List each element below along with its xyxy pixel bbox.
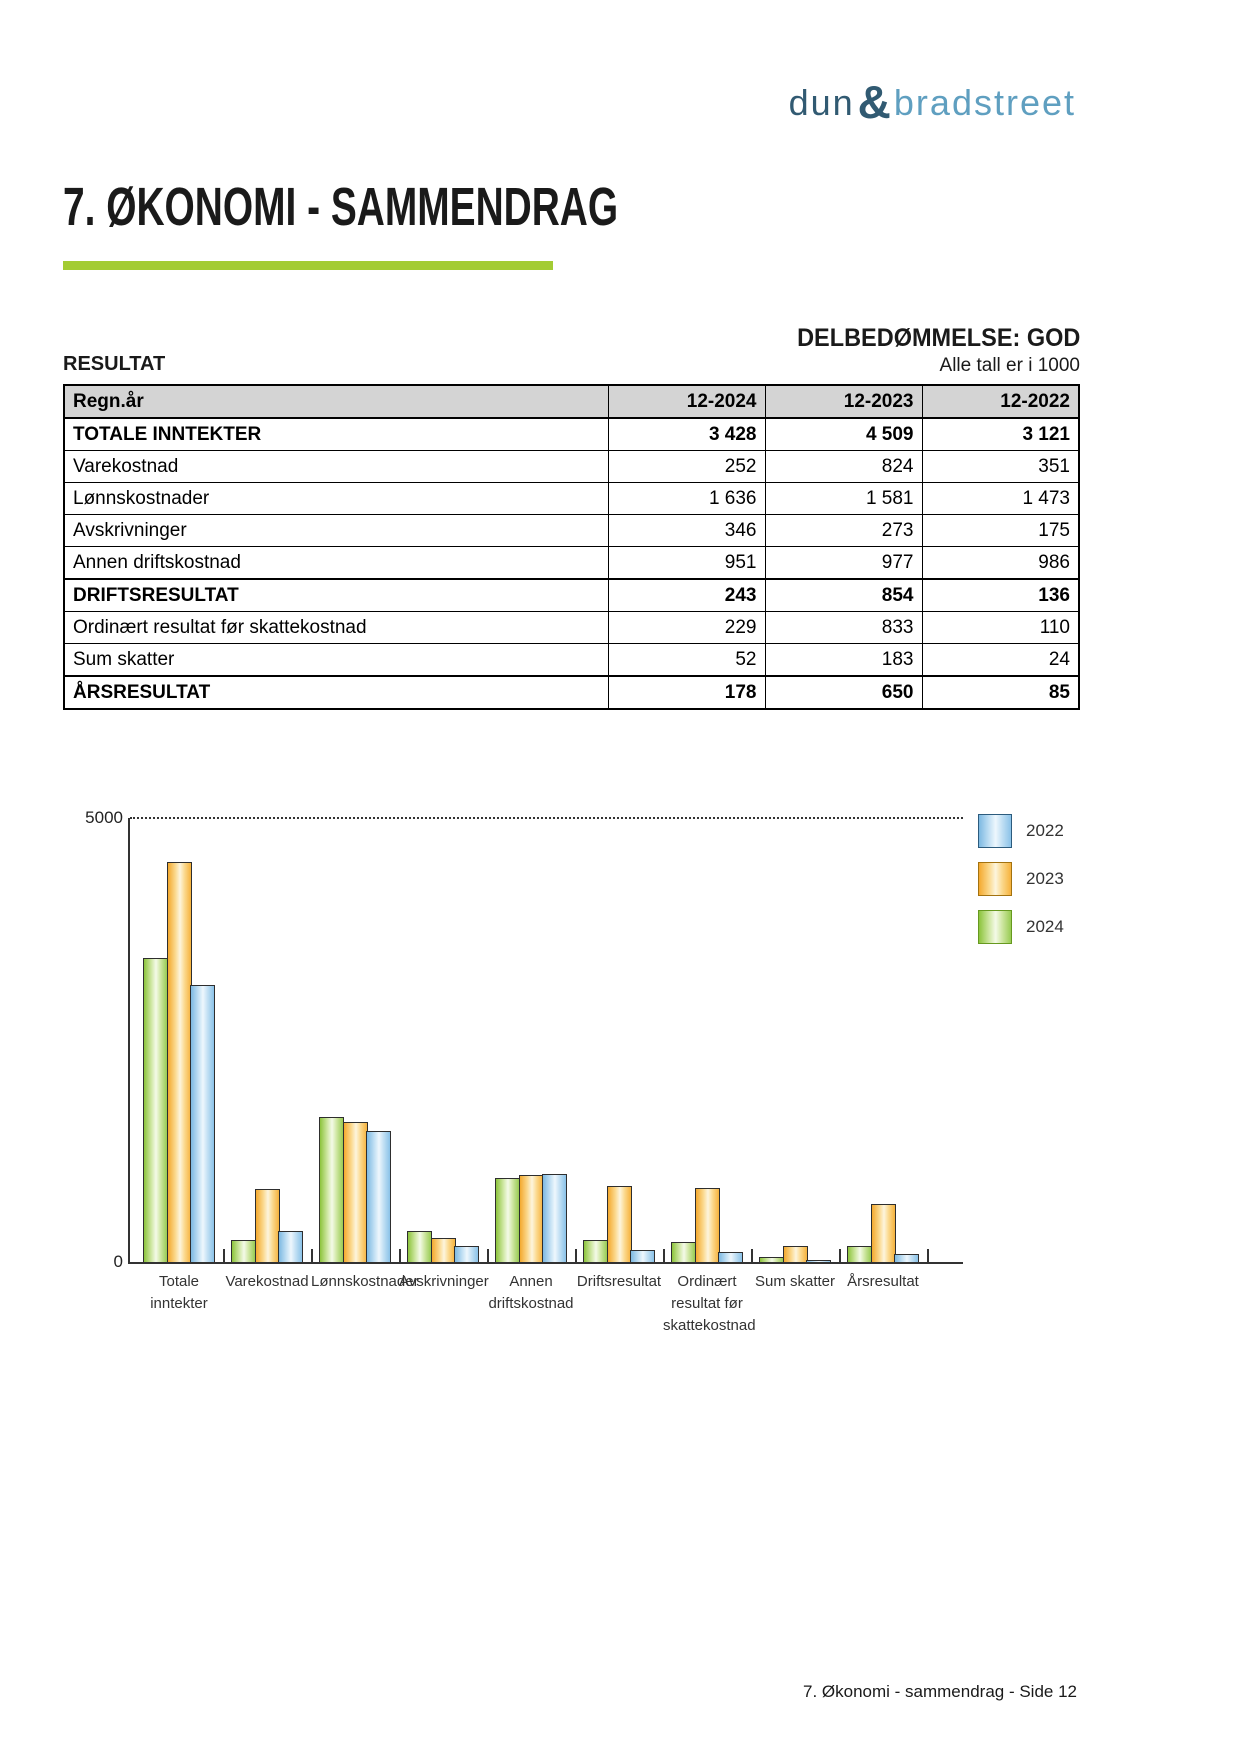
chart-plot <box>130 818 963 1334</box>
bar-group <box>223 818 311 1262</box>
value-cell: 110 <box>922 612 1079 644</box>
bar-2024 <box>759 1257 784 1262</box>
legend-item <box>978 862 1064 896</box>
table-section-label: RESULTAT <box>63 353 166 375</box>
value-cell: 854 <box>765 579 922 612</box>
table-header-row <box>64 385 1079 418</box>
bar-2022 <box>190 985 215 1262</box>
legend-label: 2023 <box>1026 869 1064 888</box>
bar-group <box>751 818 839 1262</box>
value-cell: 1 636 <box>608 483 765 515</box>
table-row <box>64 515 1079 547</box>
x-axis-line <box>128 1262 963 1264</box>
bar-2022 <box>542 1174 567 1262</box>
table-row <box>64 547 1079 580</box>
category-label <box>399 1271 487 1293</box>
value-cell: 24 <box>922 644 1079 677</box>
bar-group <box>839 818 927 1262</box>
category-label-line: Driftsresultat <box>576 1273 662 1290</box>
logo-bradstreet-text: bradstreet <box>893 82 1076 123</box>
bar-2023 <box>607 1186 632 1262</box>
table-body <box>64 418 1079 709</box>
resultat-table <box>63 384 1080 710</box>
legend-label: 2024 <box>1026 917 1064 936</box>
value-cell: 346 <box>608 515 765 547</box>
bar-2022 <box>278 1231 303 1262</box>
value-cell: 351 <box>922 451 1079 483</box>
bar-2022 <box>718 1252 743 1262</box>
value-cell: 229 <box>608 612 765 644</box>
bar-group <box>135 818 223 1262</box>
legend-item <box>978 910 1064 944</box>
bar-2024 <box>847 1246 872 1262</box>
row-label-cell: Annen driftskostnad <box>64 547 608 580</box>
header-cell-label: Regn.år <box>64 385 608 418</box>
bar-2023 <box>255 1189 280 1262</box>
assessment-label: DELBEDØMMELSE: GOD <box>796 324 1080 352</box>
category-label <box>575 1271 663 1293</box>
bar-2023 <box>695 1188 720 1262</box>
category-label-line: Sum skatter <box>754 1273 836 1290</box>
value-cell: 833 <box>765 612 922 644</box>
table-row <box>64 612 1079 644</box>
bar-2024 <box>495 1178 520 1262</box>
legend <box>978 814 1064 958</box>
value-cell: 175 <box>922 515 1079 547</box>
value-cell: 183 <box>765 644 922 677</box>
category-label-line: driftskostnad <box>488 1295 574 1312</box>
row-label-cell: Avskrivninger <box>64 515 608 547</box>
table-row <box>64 418 1079 451</box>
bar-group <box>487 818 575 1262</box>
table-row <box>64 644 1079 677</box>
category-label-line: Totale <box>158 1273 200 1290</box>
category-label-line: skattekostnad <box>663 1317 756 1334</box>
legend-swatch-2022 <box>978 814 1012 848</box>
bar-group <box>575 818 663 1262</box>
bar-2022 <box>366 1131 391 1262</box>
row-label-cell: TOTALE INNTEKTER <box>64 418 608 451</box>
bar-2022 <box>806 1260 831 1262</box>
category-label-line: inntekter <box>150 1295 208 1312</box>
bar-2023 <box>167 862 192 1262</box>
legend-item <box>978 814 1064 848</box>
page-title: 7. ØKONOMI - SAMMENDRAG <box>63 177 619 237</box>
category-label <box>751 1271 839 1293</box>
bar-2024 <box>319 1117 344 1262</box>
y-axis-label-min: 0 <box>113 1252 123 1271</box>
header-cell-year: 12-2022 <box>922 385 1079 418</box>
bar-2023 <box>519 1175 544 1262</box>
bar-2022 <box>454 1246 479 1262</box>
logo-dun-text: dun <box>788 82 855 123</box>
row-label-cell: Varekostnad <box>64 451 608 483</box>
bar-group <box>399 818 487 1262</box>
table-row <box>64 676 1079 709</box>
category-label-line: Annen <box>509 1273 553 1290</box>
x-tick <box>927 1249 929 1262</box>
bar-group <box>311 818 399 1262</box>
units-note: Alle tall er i 1000 <box>939 355 1080 376</box>
row-label-cell: Ordinært resultat før skattekostnad <box>64 612 608 644</box>
category-label-line: Varekostnad <box>225 1273 309 1290</box>
bar-2024 <box>671 1242 696 1262</box>
value-cell: 986 <box>922 547 1079 580</box>
table-row <box>64 579 1079 612</box>
value-cell: 3 428 <box>608 418 765 451</box>
value-cell: 252 <box>608 451 765 483</box>
category-label-line: Årsresultat <box>847 1273 919 1290</box>
value-cell: 52 <box>608 644 765 677</box>
value-cell: 3 121 <box>922 418 1079 451</box>
value-cell: 1 473 <box>922 483 1079 515</box>
y-axis-label-max: 5000 <box>85 808 123 827</box>
legend-swatch-2023 <box>978 862 1012 896</box>
value-cell: 243 <box>608 579 765 612</box>
category-label <box>223 1271 311 1293</box>
header-cell-year: 12-2024 <box>608 385 765 418</box>
row-label-cell: ÅRSRESULTAT <box>64 676 608 709</box>
legend-swatch-2024 <box>978 910 1012 944</box>
category-label-line: resultat før <box>671 1295 743 1312</box>
category-label-line: Lønnskostnader <box>311 1273 419 1290</box>
value-cell: 650 <box>765 676 922 709</box>
dun-bradstreet-logo <box>789 72 1076 126</box>
legend-label: 2022 <box>1026 821 1064 840</box>
value-cell: 977 <box>765 547 922 580</box>
category-label <box>311 1271 419 1293</box>
bar-2023 <box>871 1204 896 1262</box>
value-cell: 85 <box>922 676 1079 709</box>
row-label-cell: Lønnskostnader <box>64 483 608 515</box>
bar-2024 <box>407 1231 432 1262</box>
footer-text: 7. Økonomi - sammendrag - Side 12 <box>802 1682 1077 1701</box>
header-cell-year: 12-2023 <box>765 385 922 418</box>
bar-group <box>663 818 751 1262</box>
row-label-cell: DRIFTSRESULTAT <box>64 579 608 612</box>
bar-2024 <box>231 1240 256 1262</box>
bar-2023 <box>343 1122 368 1262</box>
title-underline-bar <box>63 261 553 270</box>
value-cell: 178 <box>608 676 765 709</box>
y-axis-line <box>128 818 130 1264</box>
value-cell: 273 <box>765 515 922 547</box>
bar-2022 <box>894 1254 919 1262</box>
bar-2024 <box>583 1240 608 1262</box>
bar-2022 <box>630 1250 655 1262</box>
category-label <box>487 1271 575 1315</box>
category-label <box>839 1271 927 1293</box>
value-cell: 951 <box>608 547 765 580</box>
category-label <box>663 1271 756 1337</box>
table-row <box>64 483 1079 515</box>
bar-2023 <box>431 1238 456 1262</box>
table-row <box>64 451 1079 483</box>
row-label-cell: Sum skatter <box>64 644 608 677</box>
value-cell: 4 509 <box>765 418 922 451</box>
value-cell: 1 581 <box>765 483 922 515</box>
value-cell: 136 <box>922 579 1079 612</box>
value-cell: 824 <box>765 451 922 483</box>
category-label-line: Avskrivninger <box>399 1273 489 1290</box>
category-label-line: Ordinært <box>677 1273 737 1290</box>
bar-2023 <box>783 1246 808 1262</box>
bar-2024 <box>143 958 168 1262</box>
category-label <box>135 1271 223 1315</box>
logo-ampersand-icon: & <box>857 76 891 128</box>
